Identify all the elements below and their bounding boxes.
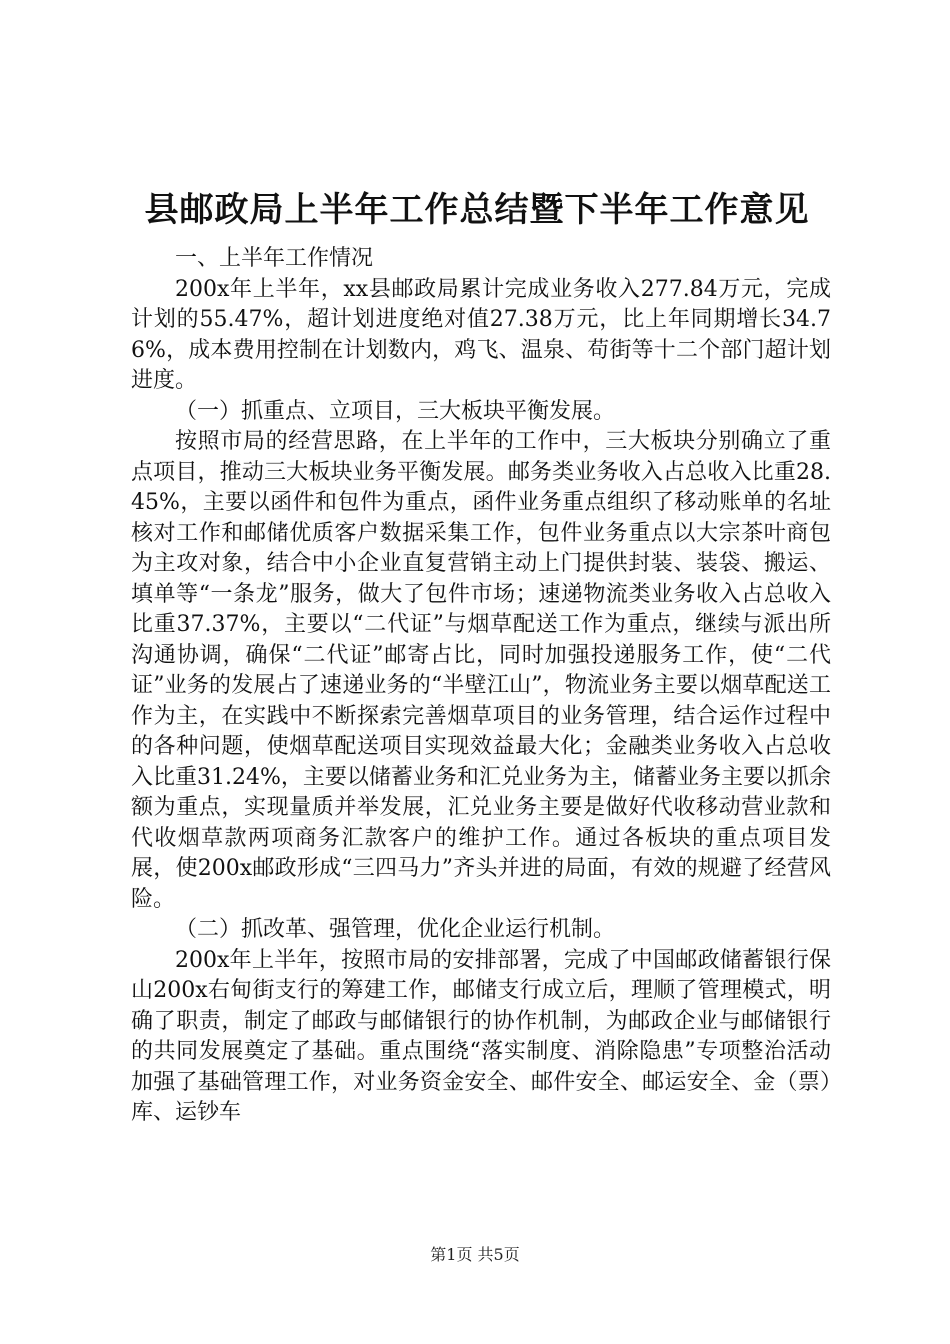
paragraph-reform-management: 200x年上半年，按照市局的安排部署，完成了中国邮政储蓄银行保山200x右甸街支行的筹建工作，邮储支行成立后，理顺了管理模式，明确了职责，制定了邮政与邮储银行的协作机制，为邮政企业与邮储银行的共同发展奠定了基础。重点围绕“落实制度、消除隐患”专项整治活动加强了基础管理工作，对业务资金安全、邮件安全、邮运安全、金（票）库、运钞车 xyxy=(131,947,831,1125)
page-number-footer: 第1页 共5页 xyxy=(430,1245,520,1264)
section-heading-first-half: 一、上半年工作情况 xyxy=(175,246,374,271)
subsection-heading-1: （一）抓重点、立项目，三大板块平衡发展。 xyxy=(175,398,616,424)
paragraph-business-sectors: 按照市局的经营思路，在上半年的工作中，三大板块分别确立了重点项目，推动三大板块业务平衡发展。邮务类业务收入占总收入比重28.45%，主要以函件和包件为重点，函件业务重点组织了移动账单的名址核对工作和邮储优质客户数据采集工作，包件业务重点以大宗茶叶商包为主攻对象，结合中小企业直复营销主动上门提供封装、装袋、搬运、填单等“一条龙”服务，做大了包件市场；速递物流类业务收入占总收入比重37.37%，主要以“二代证”与烟草配送工作为重点，继续与派出所沟通协调，确保“二代证”邮寄占比，同时加强投递服务工作，使“二代证”业务的发展占了速递业务的“半壁江山”，物流业务主要以烟草配送工作为主，在实践中不断探索完善烟草项目的业务管理，结合运作过程中的各种问题，使烟草配送项目实现效益最大化；金融类业务收入占总收入比重31.24%，主要以储蓄业务和汇兑业务为主，储蓄业务主要以抓余额为重点，实现量质并举发展，汇兑业务主要是做好代收移动营业款和代收烟草款两项商务汇款客户的维护工作。通过各板块的重点项目发展，使200x邮政形成“三四马力”齐头并进的局面，有效的规避了经营风险。 xyxy=(131,429,831,912)
subsection-heading-2: （二）抓改革、强管理，优化企业运行机制。 xyxy=(175,917,616,942)
document-body xyxy=(131,188,831,1129)
paragraph-summary: 200x年上半年，xx县邮政局累计完成业务收入277.84万元，完成计划的55.47%，超计划进度绝对值27.38万元，比上年同期增长34.76%，成本费用控制在计划数内，鸡飞、温泉、苟街等十二个部门超计划进度。 xyxy=(131,276,831,393)
document-title: 县邮政局上半年工作总结暨下半年工作意见 xyxy=(144,190,810,230)
